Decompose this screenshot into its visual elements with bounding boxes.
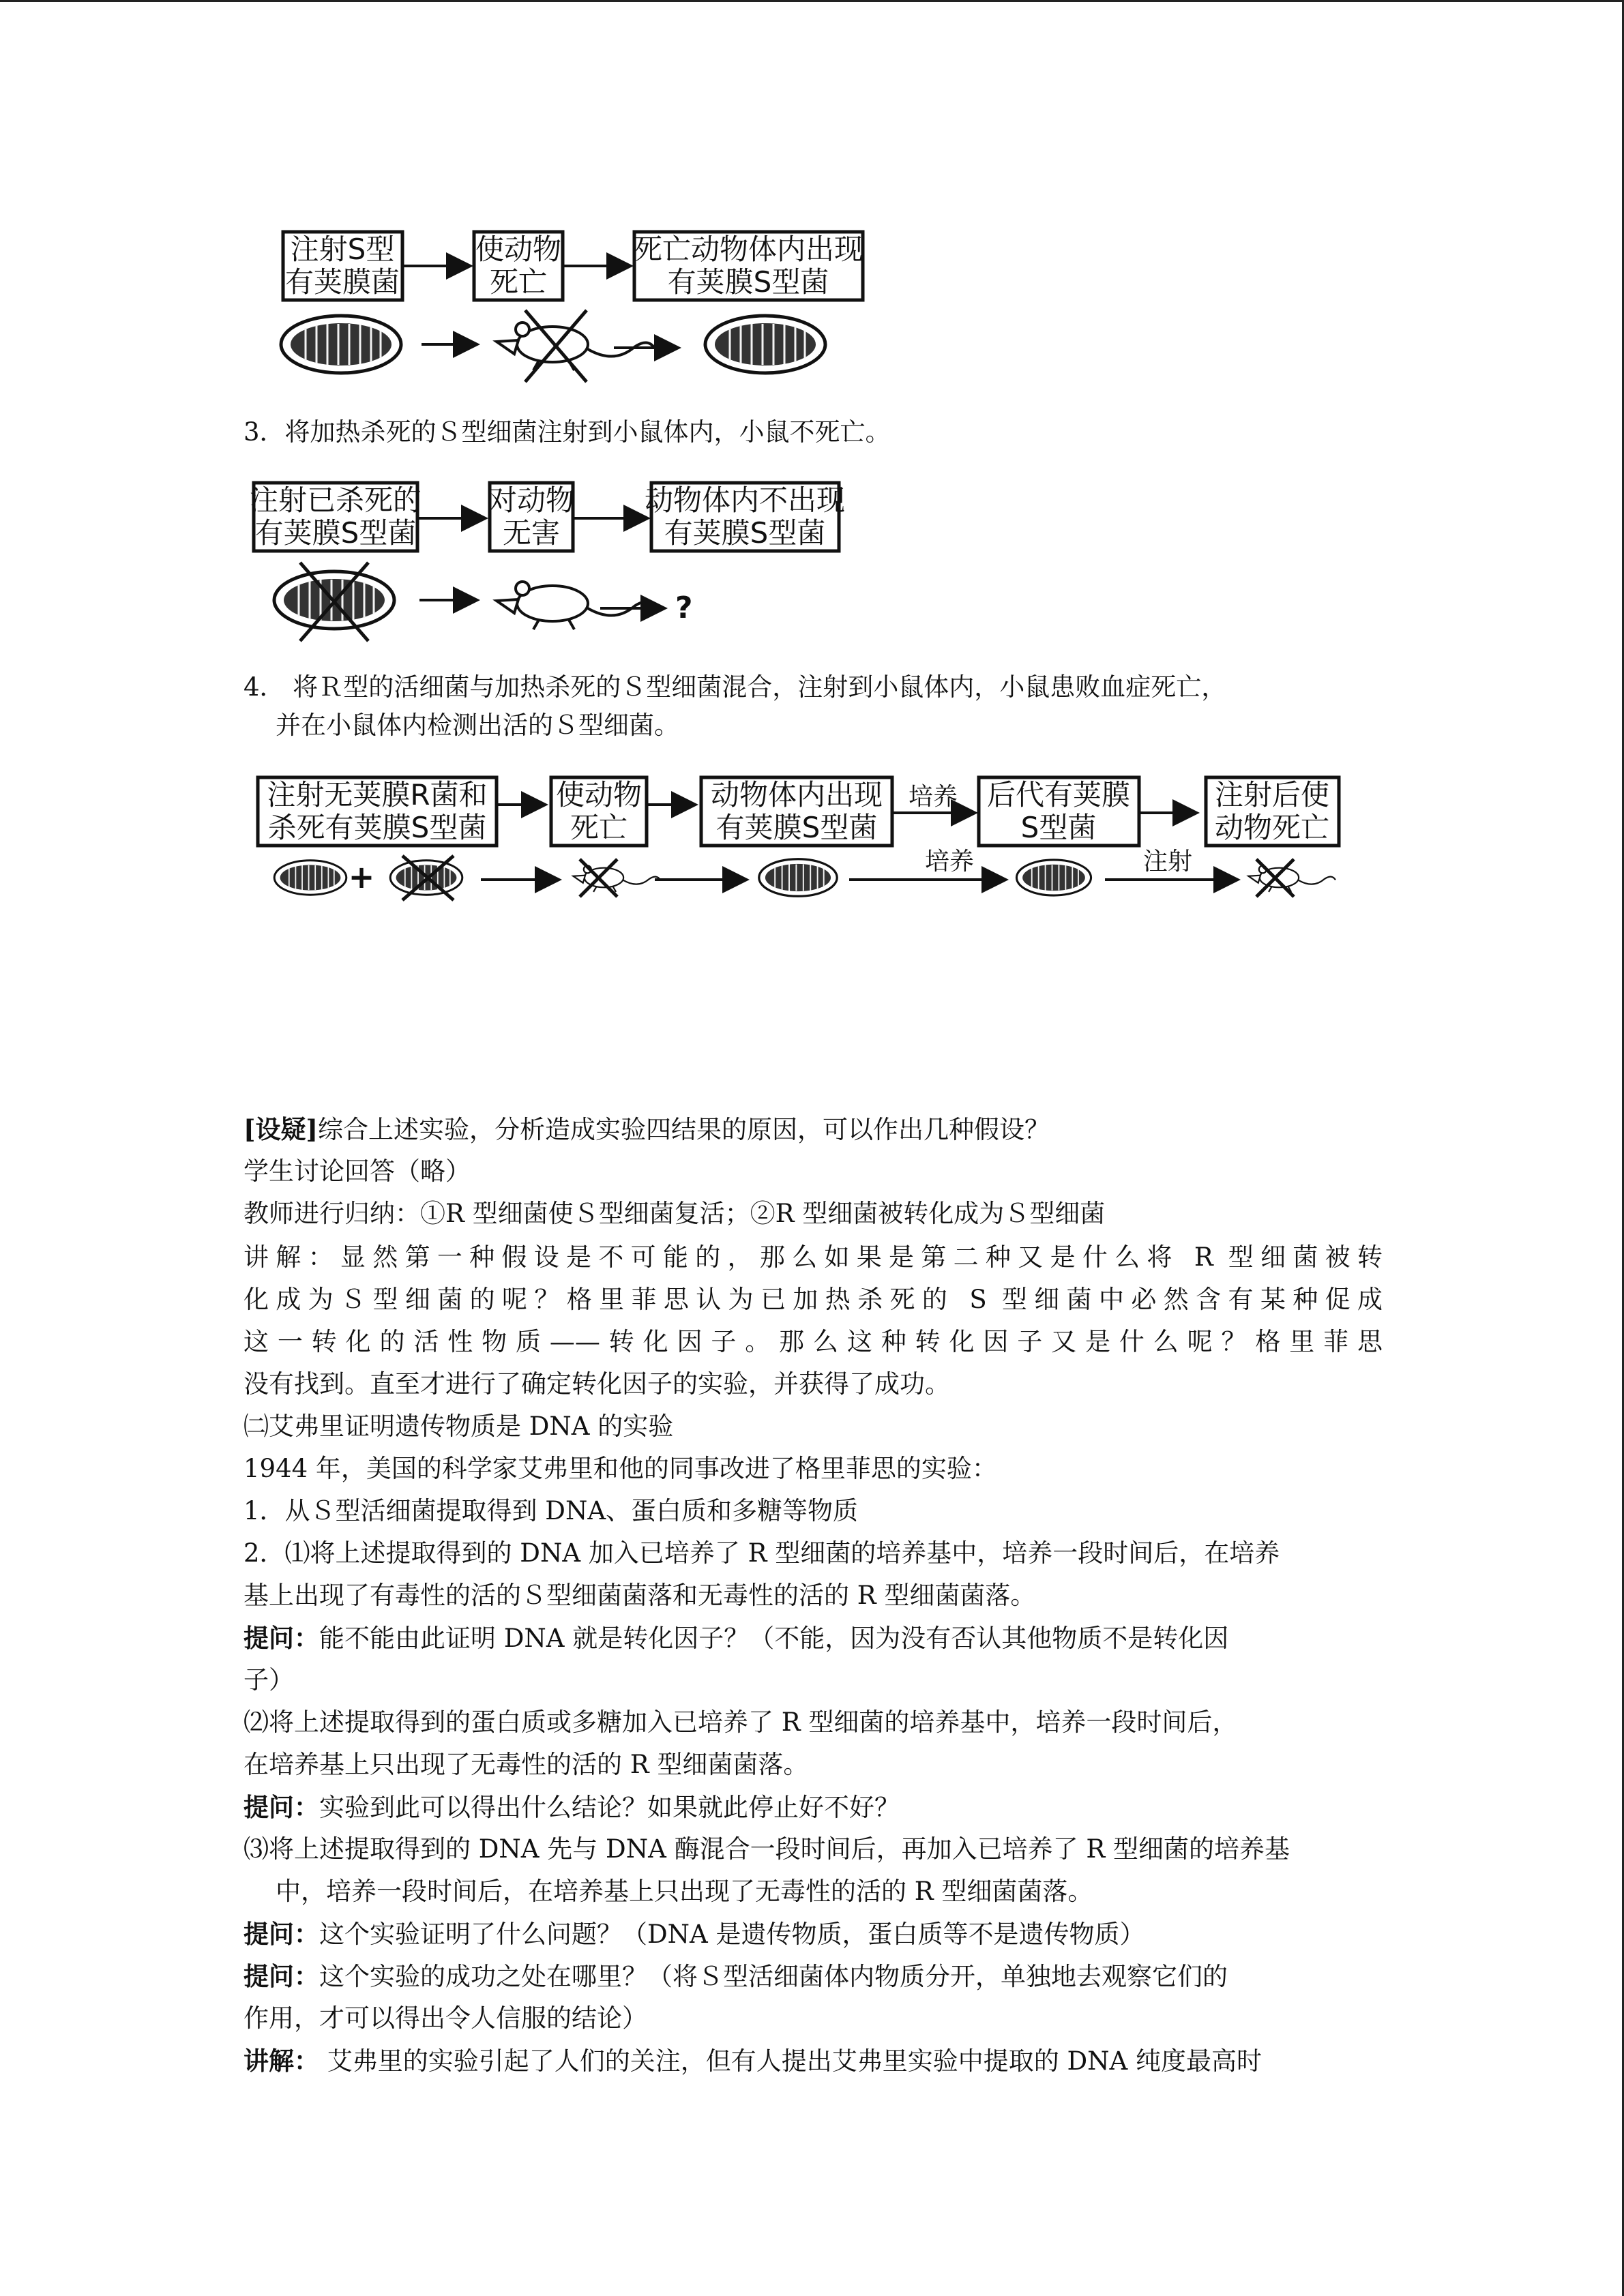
d3-box4-line1: 后代有荚膜: [986, 778, 1131, 811]
ask-paragraph-3: [243, 1912, 1383, 1956]
explain-paragraph: [243, 2039, 1383, 2083]
diagram-1: [281, 232, 863, 382]
d2-box3-line2: 有荚膜S型菌: [664, 516, 826, 550]
d3-culture-label-top: 培养: [908, 783, 958, 811]
question-paragraph: [243, 1107, 1383, 1152]
d1-box2-line2: 死亡: [489, 265, 548, 299]
text-line-9: 1944 年，美国的科学家艾弗里和他的同事改进了格里菲思的实验：: [243, 1454, 997, 1483]
ask-text-1: 能不能由此证明 DNA 就是转化因子？（不能，因为没有否认其他物质不是转化因: [319, 1624, 1229, 1653]
d3-box2-line1: 使动物: [555, 778, 643, 811]
ask-text-3: 这个实验证明了什么问题？（DNA 是遗传物质，蛋白质等不是遗传物质）: [319, 1920, 1145, 1949]
text-line-22: 作用，才可以得出令人信服的结论）: [243, 2003, 647, 2033]
ask-text-2: 实验到此可以得出什么结论？如果就此停止好不好？: [319, 1793, 900, 1822]
d3-box1-line1: 注射无荚膜R菌和: [267, 778, 488, 811]
text-line-10: 1．从Ｓ型活细菌提取得到 DNA、蛋白质和多糖等物质: [243, 1496, 859, 1525]
text-line-15: ⑵将上述提取得到的蛋白质或多糖加入已培养了 R 型细菌的培养基中，培养一段时间后，: [243, 1708, 1238, 1737]
d2-box2-line1: 对动物: [488, 483, 575, 517]
d3-box5-line1: 注射后使: [1214, 778, 1330, 811]
d2-box2-line2: 无害: [502, 516, 561, 550]
d1-box3-line1: 死亡动物体内出现: [633, 233, 863, 266]
d3-box2-line2: 死亡: [570, 811, 628, 844]
diagram-3: [258, 777, 1339, 900]
text-line-4: 讲解：显然第一种假设是不可能的，那么如果是第二种又是什么将 R 型细菌被转: [243, 1242, 1383, 1272]
ask-label-3: 提问：: [243, 1919, 319, 1949]
d1-box1-line2: 有荚膜菌: [284, 265, 400, 299]
text-line-14: 子）: [243, 1665, 294, 1695]
text-line-3: 教师进行归纳：①R 型细菌使Ｓ型细菌复活；②R 型细菌被转化成为Ｓ型细菌: [243, 1199, 1106, 1228]
diagram-2: [250, 483, 845, 641]
text-line-5: 化成为Ｓ型细菌的呢？格里菲思认为已加热杀死的 S 型细菌中必然含有某种促成: [243, 1285, 1383, 1314]
text-line-7: 没有找到。直至才进行了确定转化因子的实验，并获得了成功。: [243, 1369, 950, 1399]
text-line-19: 中，培养一段时间后，在培养基上只出现了无毒性的活的 R 型细菌菌落。: [276, 1877, 1093, 1906]
d3-box3-line2: 有荚膜S型菌: [715, 811, 878, 844]
text-line-12: 基上出现了有毒性的活的Ｓ型细菌菌落和无毒性的活的 R 型细菌菌落。: [243, 1581, 1036, 1610]
text-line-16: 在培养基上只出现了无毒性的活的 R 型细菌菌落。: [243, 1750, 809, 1779]
d3-s-cell: [759, 859, 837, 897]
explain-text: 艾弗里的实验引起了人们的关注，但有人提出艾弗里实验中提取的 DNA 纯度最高时: [319, 2046, 1263, 2076]
ask-paragraph-2: [243, 1785, 1383, 1830]
d2-question-mark: ?: [675, 591, 693, 625]
explain-label: 讲解：: [243, 2046, 319, 2076]
d1-s-cell-recovered: [705, 316, 825, 373]
step-4-text-line1: 4． 将Ｒ型的活细菌与加热杀死的Ｓ型细菌混合，注射到小鼠体内，小鼠患败血症死亡，: [243, 672, 1227, 702]
d2-box1-line2: 有荚膜S型菌: [254, 516, 417, 550]
section-heading-avery: ㈡艾弗里证明遗传物质是 DNA 的实验: [243, 1412, 674, 1441]
text-line-11: 2．⑴将上述提取得到的 DNA 加入已培养了 R 型细菌的培养基中，培养一段时间后，在培养: [243, 1538, 1280, 1568]
ask-text-4: 这个实验的成功之处在哪里？（将Ｓ型活细菌体内物质分开，单独地去观察它们的: [319, 1962, 1228, 1991]
ask-label-2: 提问：: [243, 1792, 319, 1822]
d3-offspring-s-cell: [1016, 860, 1091, 895]
d2-box1-line1: 注射已杀死的: [249, 483, 422, 517]
d1-box2-line1: 使动物: [475, 233, 562, 266]
d2-mouse-alive: [497, 582, 655, 629]
ask-paragraph-4: [243, 1954, 1383, 1999]
text-line-18: ⑶将上述提取得到的 DNA 先与 DNA 酶混合一段时间后，再加入已培养了 R 型细菌的培养基: [243, 1834, 1290, 1864]
ask-label-4: 提问：: [243, 1961, 319, 1991]
ask-paragraph-1: [243, 1616, 1383, 1660]
d3-box3-line1: 动物体内出现: [710, 778, 883, 811]
d3-culture-label-bottom: 培养: [924, 848, 975, 876]
text-line-2: 学生讨论回答（略）: [243, 1157, 471, 1186]
d2-box3-line1: 动物体内不出现: [644, 483, 846, 517]
text-line-6: 这一转化的活性物质——转化因子。那么这种转化因子又是什么呢？格里菲思: [243, 1327, 1383, 1356]
d3-r-cell: [274, 861, 346, 895]
d3-box4-line2: S型菌: [1020, 811, 1097, 844]
d3-mouse-dead-2: [1248, 865, 1335, 892]
step-4-text-line2: 并在小鼠体内检测出活的Ｓ型细菌。: [276, 711, 679, 740]
ask-label-1: 提问：: [243, 1623, 319, 1653]
question-text: 综合上述实验，分析造成实验四结果的原因，可以作出几种假设？: [318, 1115, 1050, 1144]
d3-box5-line2: 动物死亡: [1214, 811, 1330, 844]
step-3-text: 3．将加热杀死的Ｓ型细菌注射到小鼠体内，小鼠不死亡。: [243, 417, 891, 447]
d1-box1-line1: 注射S型: [290, 233, 395, 266]
d1-box3-line2: 有荚膜S型菌: [667, 265, 829, 299]
d3-inject-label: 注射: [1142, 848, 1193, 876]
d3-box1-line2: 杀死有荚膜S型菌: [267, 811, 487, 844]
d1-s-cell: [281, 316, 401, 373]
d3-plus: +: [348, 859, 375, 895]
question-label: [设疑]: [243, 1114, 319, 1144]
